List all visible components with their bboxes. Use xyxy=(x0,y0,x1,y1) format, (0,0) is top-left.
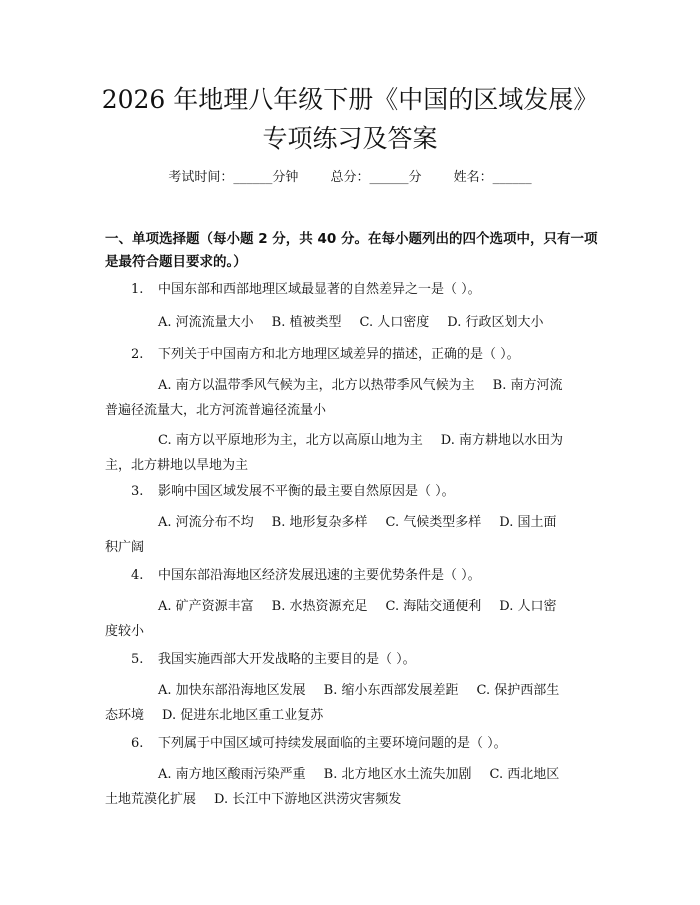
question-3-options xyxy=(105,510,600,560)
option-d-end: 积广阔 xyxy=(105,540,145,555)
question-text: 中国东部和西部地理区域最显著的自然差异之一是（ ）。 xyxy=(158,282,481,297)
option-d-start: D. 国土面 xyxy=(499,515,557,530)
option-c: C. 海陆交通便利 xyxy=(385,599,482,614)
exam-time-blank: ______ xyxy=(233,170,273,185)
question-number: 6. xyxy=(131,736,144,751)
document-title-line1: 2026 年地理八年级下册《中国的区域发展》 xyxy=(101,85,599,114)
option-d: D. 促进东北地区重工业复苏 xyxy=(162,708,324,723)
question-text: 下列属于中国区域可持续发展面临的主要环境问题的是（ ）。 xyxy=(158,736,507,751)
option-a: A. 河流流量大小 xyxy=(158,315,254,330)
option-b-start: B. 南方河流 xyxy=(492,378,563,393)
exam-time-unit: 分钟 xyxy=(272,170,299,185)
question-2-options-cd xyxy=(105,428,600,478)
question-4-options xyxy=(105,594,600,644)
option-b: B. 水热资源充足 xyxy=(271,599,368,614)
question-6-options xyxy=(105,762,600,812)
question-text: 下列关于中国南方和北方地理区域差异的描述，正确的是（ ）。 xyxy=(158,347,520,362)
option-d: D. 行政区划大小 xyxy=(447,315,544,330)
section-heading xyxy=(105,228,600,274)
question-6 xyxy=(105,734,600,754)
question-2-options xyxy=(105,373,600,423)
question-number: 1. xyxy=(131,282,144,297)
option-d-end: 度较小 xyxy=(105,624,145,639)
section-heading-line2: 是最符合题目要求的。） xyxy=(105,254,247,270)
question-text: 我国实施西部大开发战略的主要目的是（ ）。 xyxy=(158,652,416,667)
question-text: 影响中国区域发展不平衡的最主要自然原因是（ ）。 xyxy=(158,484,455,499)
question-2 xyxy=(105,345,600,365)
exam-info-row xyxy=(0,168,700,188)
option-a: A. 南方以温带季风气候为主，北方以热带季风气候为主 xyxy=(158,378,475,393)
question-number: 4. xyxy=(131,568,144,583)
option-c-end: 态环境 xyxy=(105,708,145,723)
total-score-blank: ______ xyxy=(369,170,409,185)
question-number: 2. xyxy=(131,347,144,362)
option-c: C. 气候类型多样 xyxy=(385,515,482,530)
student-name-field xyxy=(454,168,532,188)
exam-time-label: 考试时间： xyxy=(168,170,234,185)
option-b: B. 北方地区水土流失加剧 xyxy=(323,767,472,782)
question-3 xyxy=(105,482,600,502)
option-d-end: 主，北方耕地以旱地为主 xyxy=(105,458,249,473)
student-name-blank: ______ xyxy=(492,170,532,185)
document-title-line2: 专项练习及答案 xyxy=(262,124,438,153)
option-a: A. 矿产资源丰富 xyxy=(158,599,254,614)
question-1 xyxy=(105,280,600,300)
section-heading-line1: 一、单项选择题（每小题 2 分，共 40 分。在每小题列出的四个选项中，只有一项 xyxy=(105,231,598,247)
option-a: A. 加快东部沿海地区发展 xyxy=(158,683,306,698)
option-a: A. 河流分布不均 xyxy=(158,515,254,530)
exam-time-field xyxy=(168,168,298,188)
total-score-field xyxy=(330,168,421,188)
question-5 xyxy=(105,650,600,670)
total-score-unit: 分 xyxy=(408,170,422,185)
option-d-start: D. 人口密 xyxy=(499,599,557,614)
option-d-start: D. 南方耕地以水田为 xyxy=(440,433,563,448)
question-5-options xyxy=(105,678,600,728)
question-number: 5. xyxy=(131,652,144,667)
option-c-end: 土地荒漠化扩展 xyxy=(105,792,197,807)
question-4 xyxy=(105,566,600,586)
option-a: A. 南方地区酸雨污染严重 xyxy=(158,767,306,782)
total-score-label: 总分： xyxy=(330,170,370,185)
question-number: 3. xyxy=(131,484,144,499)
option-b: B. 缩小东西部发展差距 xyxy=(323,683,459,698)
question-text: 中国东部沿海地区经济发展迅速的主要优势条件是（ ）。 xyxy=(158,568,481,583)
option-c-start: C. 保护西部生 xyxy=(476,683,560,698)
student-name-label: 姓名： xyxy=(453,170,493,185)
option-b: B. 地形复杂多样 xyxy=(271,515,368,530)
option-b-end: 普遍径流量大，北方河流普遍径流量小 xyxy=(105,403,327,418)
option-c: C. 人口密度 xyxy=(359,315,430,330)
option-b: B. 植被类型 xyxy=(271,315,342,330)
option-d: D. 长江中下游地区洪涝灾害频发 xyxy=(214,792,402,807)
question-1-options xyxy=(105,310,600,335)
option-c-start: C. 西北地区 xyxy=(489,767,560,782)
option-c: C. 南方以平原地形为主，北方以高原山地为主 xyxy=(158,433,423,448)
